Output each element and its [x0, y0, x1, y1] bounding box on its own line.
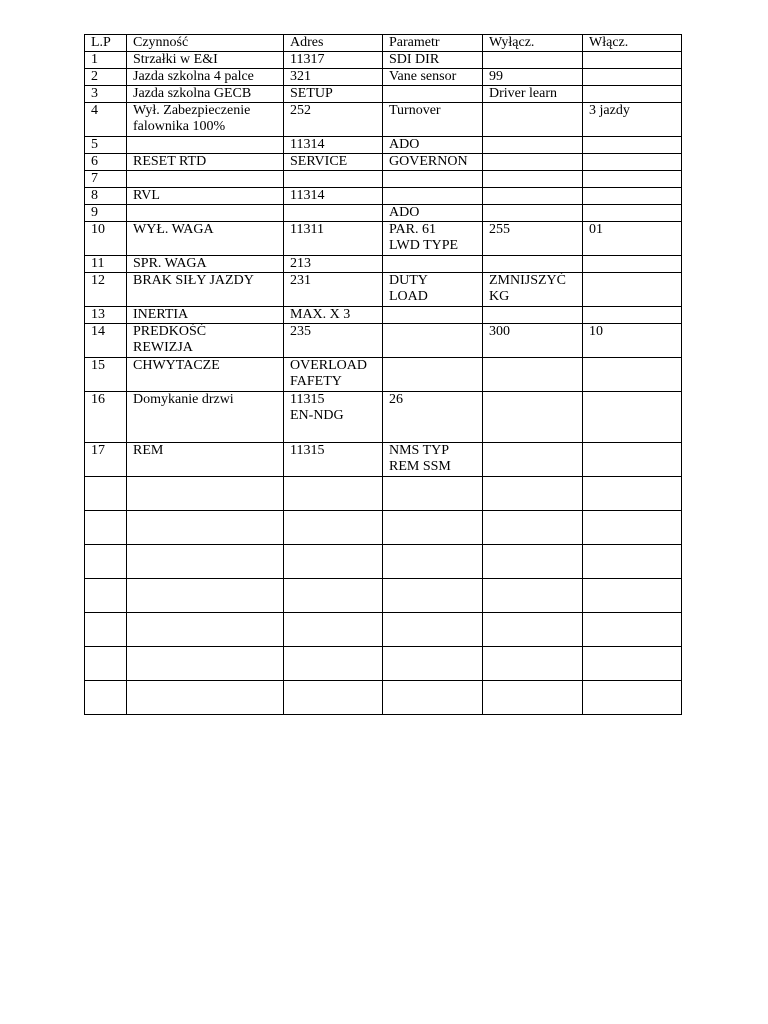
cell-text: 255	[489, 222, 510, 237]
table-cell-on	[583, 392, 682, 443]
cell-text: NMS TYP REM SSM	[389, 443, 451, 474]
table-row	[85, 324, 682, 358]
cell-text: Vane sensor	[389, 69, 457, 84]
cell-text: SPR. WAGA	[133, 256, 207, 271]
table-cell-address	[284, 307, 383, 324]
table-cell-address	[284, 443, 383, 477]
table-cell-parameter	[383, 443, 483, 477]
cell-text: Jazda szkolna 4 palce	[133, 69, 254, 84]
table-cell-address	[284, 52, 383, 69]
table-cell-parameter	[383, 511, 483, 545]
table-cell-activity	[127, 443, 284, 477]
cell-text: 3 jazdy	[589, 103, 630, 118]
table-cell-lp	[85, 171, 127, 188]
table-cell-address	[284, 613, 383, 647]
table-cell-address	[284, 511, 383, 545]
table-cell-off	[483, 222, 583, 256]
cell-text: 11314	[290, 137, 325, 152]
table-cell-off	[483, 205, 583, 222]
table-row	[85, 307, 682, 324]
cell-text: 252	[290, 103, 311, 118]
table-cell-on	[583, 443, 682, 477]
table-cell-address	[284, 103, 383, 137]
table-cell-parameter	[383, 222, 483, 256]
table-cell-lp	[85, 154, 127, 171]
table-cell-lp	[85, 579, 127, 613]
table-cell-off	[483, 579, 583, 613]
table-row	[85, 205, 682, 222]
table-cell-off	[483, 392, 583, 443]
table-cell-parameter	[383, 613, 483, 647]
table-cell-on	[583, 52, 682, 69]
cell-text: 11315	[290, 443, 325, 458]
table-cell-on	[583, 188, 682, 205]
table-cell-on	[583, 222, 682, 256]
cell-text: 4	[91, 103, 98, 118]
table-row	[85, 154, 682, 171]
cell-text: 11314	[290, 188, 325, 203]
cell-text: BRAK SIŁY JAZDY	[133, 273, 254, 288]
table-cell-on	[583, 613, 682, 647]
table-cell-off	[483, 103, 583, 137]
table-row	[85, 273, 682, 307]
table-cell-address	[284, 392, 383, 443]
table-cell-off	[483, 188, 583, 205]
cell-text: MAX. X 3	[290, 307, 351, 322]
table-cell-off	[483, 86, 583, 103]
table-cell-on	[583, 324, 682, 358]
table-cell-on	[583, 477, 682, 511]
table-cell-off	[483, 69, 583, 86]
cell-text: 7	[91, 171, 98, 186]
cell-text: 9	[91, 205, 98, 220]
table-row	[85, 222, 682, 256]
table-cell-parameter	[383, 103, 483, 137]
table-row	[85, 511, 682, 545]
table-row	[85, 137, 682, 154]
table-cell-parameter	[383, 307, 483, 324]
table-cell-activity	[127, 681, 284, 715]
cell-text: RVL	[133, 188, 160, 203]
cell-text: 17	[91, 443, 105, 458]
table-cell-parameter	[383, 69, 483, 86]
table-cell-lp	[85, 52, 127, 69]
table-cell-parameter	[383, 358, 483, 392]
table-cell-lp	[85, 358, 127, 392]
table-row	[85, 477, 682, 511]
table-cell-on	[583, 171, 682, 188]
cell-text: GOVERNON	[389, 154, 468, 169]
cell-text: 10	[91, 222, 105, 237]
table-cell-off	[483, 256, 583, 273]
table-cell-parameter	[383, 171, 483, 188]
cell-text: REM	[133, 443, 164, 458]
cell-text: ZMNIJSZYĆ KG	[489, 273, 567, 304]
header-cell-activity: Czynność	[127, 35, 284, 52]
cell-text: SETUP	[290, 86, 333, 101]
table-cell-lp	[85, 647, 127, 681]
table-cell-address	[284, 358, 383, 392]
table-cell-address	[284, 681, 383, 715]
table-cell-address	[284, 69, 383, 86]
cell-text: 231	[290, 273, 311, 288]
table-row	[85, 545, 682, 579]
table-cell-off	[483, 358, 583, 392]
table-cell-on	[583, 256, 682, 273]
table-cell-off	[483, 477, 583, 511]
table-cell-activity	[127, 52, 284, 69]
table-cell-lp	[85, 545, 127, 579]
table-cell-activity	[127, 647, 284, 681]
cell-text: Jazda szkolna GECB	[133, 86, 252, 101]
table-cell-on	[583, 545, 682, 579]
cell-text: INERTIA	[133, 307, 189, 322]
table-cell-off	[483, 443, 583, 477]
table-cell-on	[583, 69, 682, 86]
table-cell-activity	[127, 358, 284, 392]
table-cell-on	[583, 205, 682, 222]
cell-text: 235	[290, 324, 311, 339]
header-cell-address: Adres	[284, 35, 383, 52]
table-cell-address	[284, 154, 383, 171]
table-row	[85, 358, 682, 392]
table-row	[85, 171, 682, 188]
table-row	[85, 52, 682, 69]
table-cell-lp	[85, 188, 127, 205]
table-cell-address	[284, 188, 383, 205]
table-cell-lp	[85, 103, 127, 137]
cell-text: PAR. 61 LWD TYPE	[389, 222, 459, 253]
table-row	[85, 256, 682, 273]
cell-text: 11315 EN-NDG	[290, 392, 344, 423]
table-cell-on	[583, 103, 682, 137]
cell-text: Turnover	[389, 103, 441, 118]
table-cell-address	[284, 171, 383, 188]
table-header-row	[85, 35, 682, 52]
table-cell-lp	[85, 137, 127, 154]
table-cell-off	[483, 613, 583, 647]
cell-text: RESET RTD	[133, 154, 207, 169]
table-cell-address	[284, 324, 383, 358]
cell-text: 99	[489, 69, 503, 84]
cell-text: 300	[489, 324, 510, 339]
table-cell-activity	[127, 137, 284, 154]
table-cell-activity	[127, 511, 284, 545]
table-row	[85, 443, 682, 477]
table-cell-parameter	[383, 477, 483, 511]
table-cell-activity	[127, 222, 284, 256]
table-cell-activity	[127, 256, 284, 273]
cell-text: OVERLOAD FAFETY	[290, 358, 367, 389]
table-cell-address	[284, 273, 383, 307]
parameter-table	[84, 34, 682, 715]
table-row	[85, 579, 682, 613]
cell-text: 15	[91, 358, 105, 373]
cell-text: Strzałki w E&I	[133, 52, 218, 67]
table-cell-off	[483, 171, 583, 188]
table-cell-address	[284, 205, 383, 222]
table-body	[85, 52, 682, 715]
table-cell-address	[284, 477, 383, 511]
table-row	[85, 392, 682, 443]
table-cell-parameter	[383, 154, 483, 171]
table-cell-activity	[127, 69, 284, 86]
cell-text: 213	[290, 256, 311, 271]
table-cell-lp	[85, 256, 127, 273]
cell-text: 11	[91, 256, 105, 271]
table-cell-activity	[127, 103, 284, 137]
table-cell-on	[583, 307, 682, 324]
cell-text: 5	[91, 137, 98, 152]
table-cell-address	[284, 545, 383, 579]
table-cell-parameter	[383, 273, 483, 307]
table-cell-address	[284, 222, 383, 256]
cell-text: 2	[91, 69, 98, 84]
table-cell-parameter	[383, 681, 483, 715]
cell-text: 1	[91, 52, 98, 67]
table-cell-parameter	[383, 545, 483, 579]
table-cell-off	[483, 545, 583, 579]
cell-text: 8	[91, 188, 98, 203]
table-cell-activity	[127, 477, 284, 511]
table-cell-parameter	[383, 86, 483, 103]
table-cell-activity	[127, 205, 284, 222]
table-cell-parameter	[383, 324, 483, 358]
table-cell-activity	[127, 307, 284, 324]
table-cell-address	[284, 579, 383, 613]
cell-text: Driver learn	[489, 86, 558, 101]
table-cell-lp	[85, 205, 127, 222]
table-cell-activity	[127, 392, 284, 443]
table-row	[85, 681, 682, 715]
table-cell-lp	[85, 307, 127, 324]
table-cell-parameter	[383, 579, 483, 613]
table-cell-on	[583, 511, 682, 545]
table-cell-address	[284, 137, 383, 154]
table-cell-off	[483, 52, 583, 69]
header-cell-off: Wyłącz.	[483, 35, 583, 52]
table-cell-activity	[127, 324, 284, 358]
table-cell-activity	[127, 86, 284, 103]
table-cell-lp	[85, 392, 127, 443]
table-cell-off	[483, 511, 583, 545]
cell-text: DUTY LOAD	[389, 273, 428, 304]
cell-text: ADO	[389, 205, 420, 220]
header-cell-on: Włącz.	[583, 35, 682, 52]
table-cell-parameter	[383, 205, 483, 222]
table-cell-on	[583, 579, 682, 613]
table-cell-lp	[85, 511, 127, 545]
table-cell-activity	[127, 188, 284, 205]
table-cell-on	[583, 647, 682, 681]
cell-text: 16	[91, 392, 105, 407]
cell-text: 13	[91, 307, 105, 322]
table-cell-on	[583, 681, 682, 715]
cell-text: 12	[91, 273, 105, 288]
cell-text: 10	[589, 324, 603, 339]
table-cell-parameter	[383, 188, 483, 205]
table-cell-off	[483, 137, 583, 154]
table-cell-lp	[85, 69, 127, 86]
table-cell-activity	[127, 613, 284, 647]
table-row	[85, 103, 682, 137]
table-cell-activity	[127, 171, 284, 188]
table-cell-on	[583, 358, 682, 392]
table-cell-activity	[127, 154, 284, 171]
table-cell-lp	[85, 222, 127, 256]
cell-text: WYŁ. WAGA	[133, 222, 214, 237]
header-cell-lp: L.P	[85, 35, 127, 52]
table-cell-off	[483, 273, 583, 307]
table-cell-off	[483, 154, 583, 171]
cell-text: 3	[91, 86, 98, 101]
table-cell-parameter	[383, 647, 483, 681]
header-cell-parameter: Parametr	[383, 35, 483, 52]
table-cell-lp	[85, 443, 127, 477]
table-cell-on	[583, 273, 682, 307]
table-cell-lp	[85, 273, 127, 307]
table-cell-parameter	[383, 137, 483, 154]
cell-text: ADO	[389, 137, 420, 152]
cell-text: 6	[91, 154, 98, 169]
table-row	[85, 188, 682, 205]
table-row	[85, 613, 682, 647]
table-cell-lp	[85, 324, 127, 358]
table-cell-lp	[85, 86, 127, 103]
table-cell-parameter	[383, 256, 483, 273]
table-cell-activity	[127, 545, 284, 579]
table-cell-activity	[127, 579, 284, 613]
cell-text: Domykanie drzwi	[133, 392, 234, 407]
cell-text: 01	[589, 222, 603, 237]
cell-text: 11317	[290, 52, 325, 67]
cell-text: CHWYTACZE	[133, 358, 220, 373]
table-cell-activity	[127, 273, 284, 307]
table-row	[85, 647, 682, 681]
table-cell-lp	[85, 681, 127, 715]
table-cell-address	[284, 647, 383, 681]
table-row	[85, 69, 682, 86]
table-row	[85, 86, 682, 103]
table-cell-lp	[85, 477, 127, 511]
table-cell-parameter	[383, 392, 483, 443]
table-cell-on	[583, 86, 682, 103]
cell-text: PREDKOŚĆ REWIZJA	[133, 324, 207, 355]
cell-text: SERVICE	[290, 154, 348, 169]
table-cell-off	[483, 681, 583, 715]
table-cell-off	[483, 647, 583, 681]
table-cell-off	[483, 307, 583, 324]
table-cell-parameter	[383, 52, 483, 69]
cell-text: SDI DIR	[389, 52, 440, 67]
cell-text: Wył. Zabezpieczenie falownika 100%	[133, 103, 251, 134]
table-cell-on	[583, 137, 682, 154]
table-cell-on	[583, 154, 682, 171]
cell-text: 321	[290, 69, 311, 84]
table-cell-address	[284, 86, 383, 103]
cell-text: 26	[389, 392, 403, 407]
table-cell-lp	[85, 613, 127, 647]
cell-text: 11311	[290, 222, 324, 237]
table-cell-off	[483, 324, 583, 358]
cell-text: 14	[91, 324, 105, 339]
table-cell-address	[284, 256, 383, 273]
